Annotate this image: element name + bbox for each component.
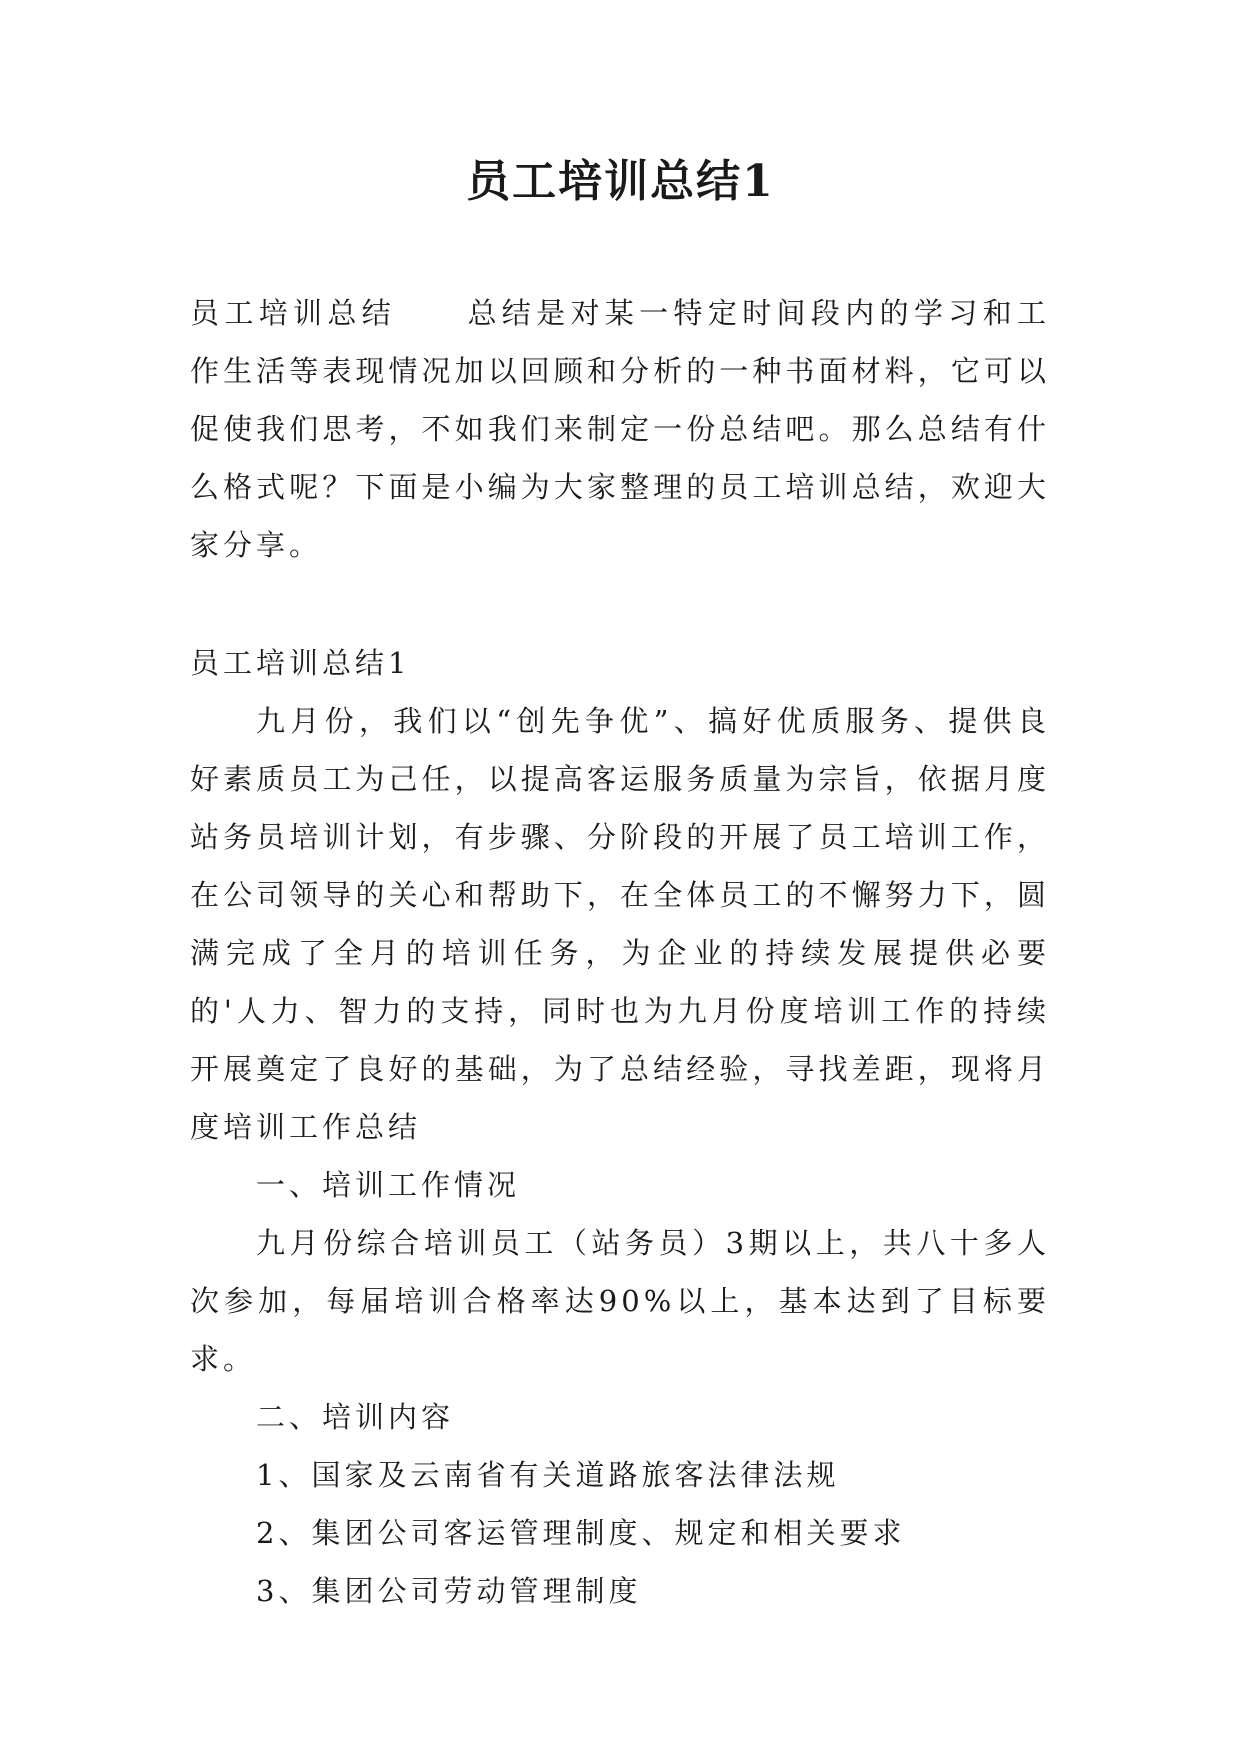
list-item: 2、集团公司客运管理制度、规定和相关要求 — [256, 1516, 906, 1550]
intro-text: 总结是对某一特定时间段内的学习和工作生活等表现情况加以回顾和分析的一种书面材料，它可以促使我们思考，不如我们来制定一份总结吧。那么总结有什么格式呢？下面是小编为大家整理的员工培训总结，欢迎大家分享。 — [190, 296, 1050, 562]
heading-training-status: 一、培训工作情况 — [256, 1168, 521, 1202]
document-title: 员工培训总结1 — [466, 156, 775, 207]
section-body — [190, 634, 1050, 1620]
paragraph-2: 九月份综合培训员工（站务员）3期以上，共八十多人次参加，每届培训合格率达90%以上，基本达到了目标要求。 — [190, 1226, 1050, 1376]
paragraph-1: 九月份，我们以“创先争优”、搞好优质服务、提供良好素质员工为己任，以提高客运服务质量为宗旨，依据月度站务员培训计划，有步骤、分阶段的开展了员工培训工作，在公司领导的关心和帮助下，在全体员工的不懈努力下，圆满完成了全月的培训任务，为企业的持续发展提供必要的'人力、智力的支持，同时也为九月份度培训工作的持续开展奠定了良好的基础，为了总结经验，寻找差距，现将月度培训工作总结 — [190, 704, 1050, 1144]
intro-paragraph — [190, 284, 1050, 574]
heading-training-content: 二、培训内容 — [256, 1400, 455, 1434]
section-heading: 员工培训总结1 — [190, 646, 411, 680]
intro-label: 员工培训总结 — [190, 296, 397, 330]
list-item: 1、国家及云南省有关道路旅客法律法规 — [256, 1458, 840, 1492]
list-item: 3、集团公司劳动管理制度 — [256, 1574, 642, 1608]
